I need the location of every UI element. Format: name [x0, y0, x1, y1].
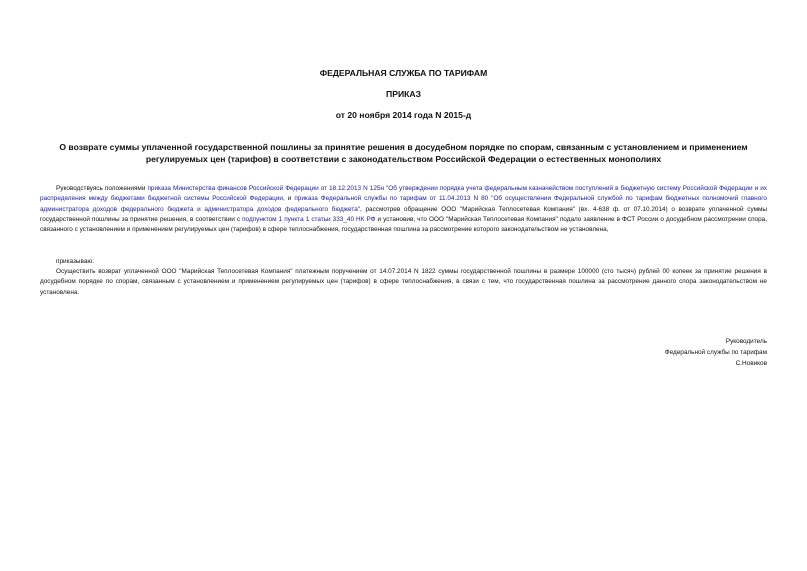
preamble-text-4: и установив, что ООО "Марийская Теплосетевая Компания" подало заявление в ФСТ России о досудебном рассмотрении спора, связанного с установлением и применением регулируемых цен (тарифов) в сфере теплоснабжения, государственная пошлина за рассмотрение которого законодательством не установлена, [40, 215, 767, 234]
document-title-line-1: О возврате суммы уплаченной государственной пошлины за принятие решения в досудебном порядке по спорам, связанным с установлением и применением [59, 142, 748, 152]
link-tax-code-article[interactable]: подпунктом 1 пункта 1 статьи 333_40 НК РФ [242, 215, 376, 223]
order-word: приказываю: [56, 258, 94, 265]
link-fst-order[interactable]: приказа Федеральной службы по тарифам от 11.04.2013 N 80 "Об осуществлении Федеральной службой по тарифам бюджетных полномочий главного администратора доходов федерального бюджета и администратора доходов федерального бюджета" [40, 195, 767, 213]
paragraph-preamble [40, 184, 767, 235]
paragraph-order: Осуществить возврат уплаченной ООО "Марийская Теплосетевая Компания" платежным поручением от 14.07.2014 N 1822 суммы государственной пошлины в размере 100000 (сто тысяч) рублей 00 копеек за принятие решения в досудебном порядке по спорам, связанным с установлением и применением регулируемых цен (тарифов) в сфере теплоснабжения, в связи с тем, что государственная пошлина за рассмотрение данного спора законодательством не установлена. [40, 268, 767, 296]
agency-name: ФЕДЕРАЛЬНАЯ СЛУЖБА ПО ТАРИФАМ [319, 68, 488, 78]
preamble-text-2: , и [282, 195, 295, 203]
preamble-text-1: Руководствуясь положениями [56, 185, 148, 192]
link-minfin-order[interactable]: приказа Министерства финансов Российской Федерации от 18.12.2013 N 125н "Об утверждении порядка учета федеральным казначейством поступлений в бюджетную систему Российской Федерации и их распределения между бюджетами бюджетной системы Российской Федерации [40, 185, 767, 203]
signature-position: Руководитель [725, 338, 767, 345]
document-date-number: от 20 ноября 2014 года N 2015-д [335, 110, 472, 120]
signature-name: С.Новиков [735, 360, 767, 367]
signature-agency: Федеральной службы по тарифам [664, 349, 767, 356]
document-title [40, 141, 767, 165]
preamble-text-3: , рассмотрев обращение ООО "Марийская Теплосетевая Компания" (вх. 4-638 ф. от 07.10.2014) о возврате уплаченной суммы государственной пошлины за принятие решения, в соответствии с [40, 205, 767, 223]
document-title-line-2: регулируемых цен (тарифов) в соответствии с законодательством Российской Федерации о естественных монополиях [145, 154, 662, 164]
document-type: ПРИКАЗ [386, 89, 421, 99]
